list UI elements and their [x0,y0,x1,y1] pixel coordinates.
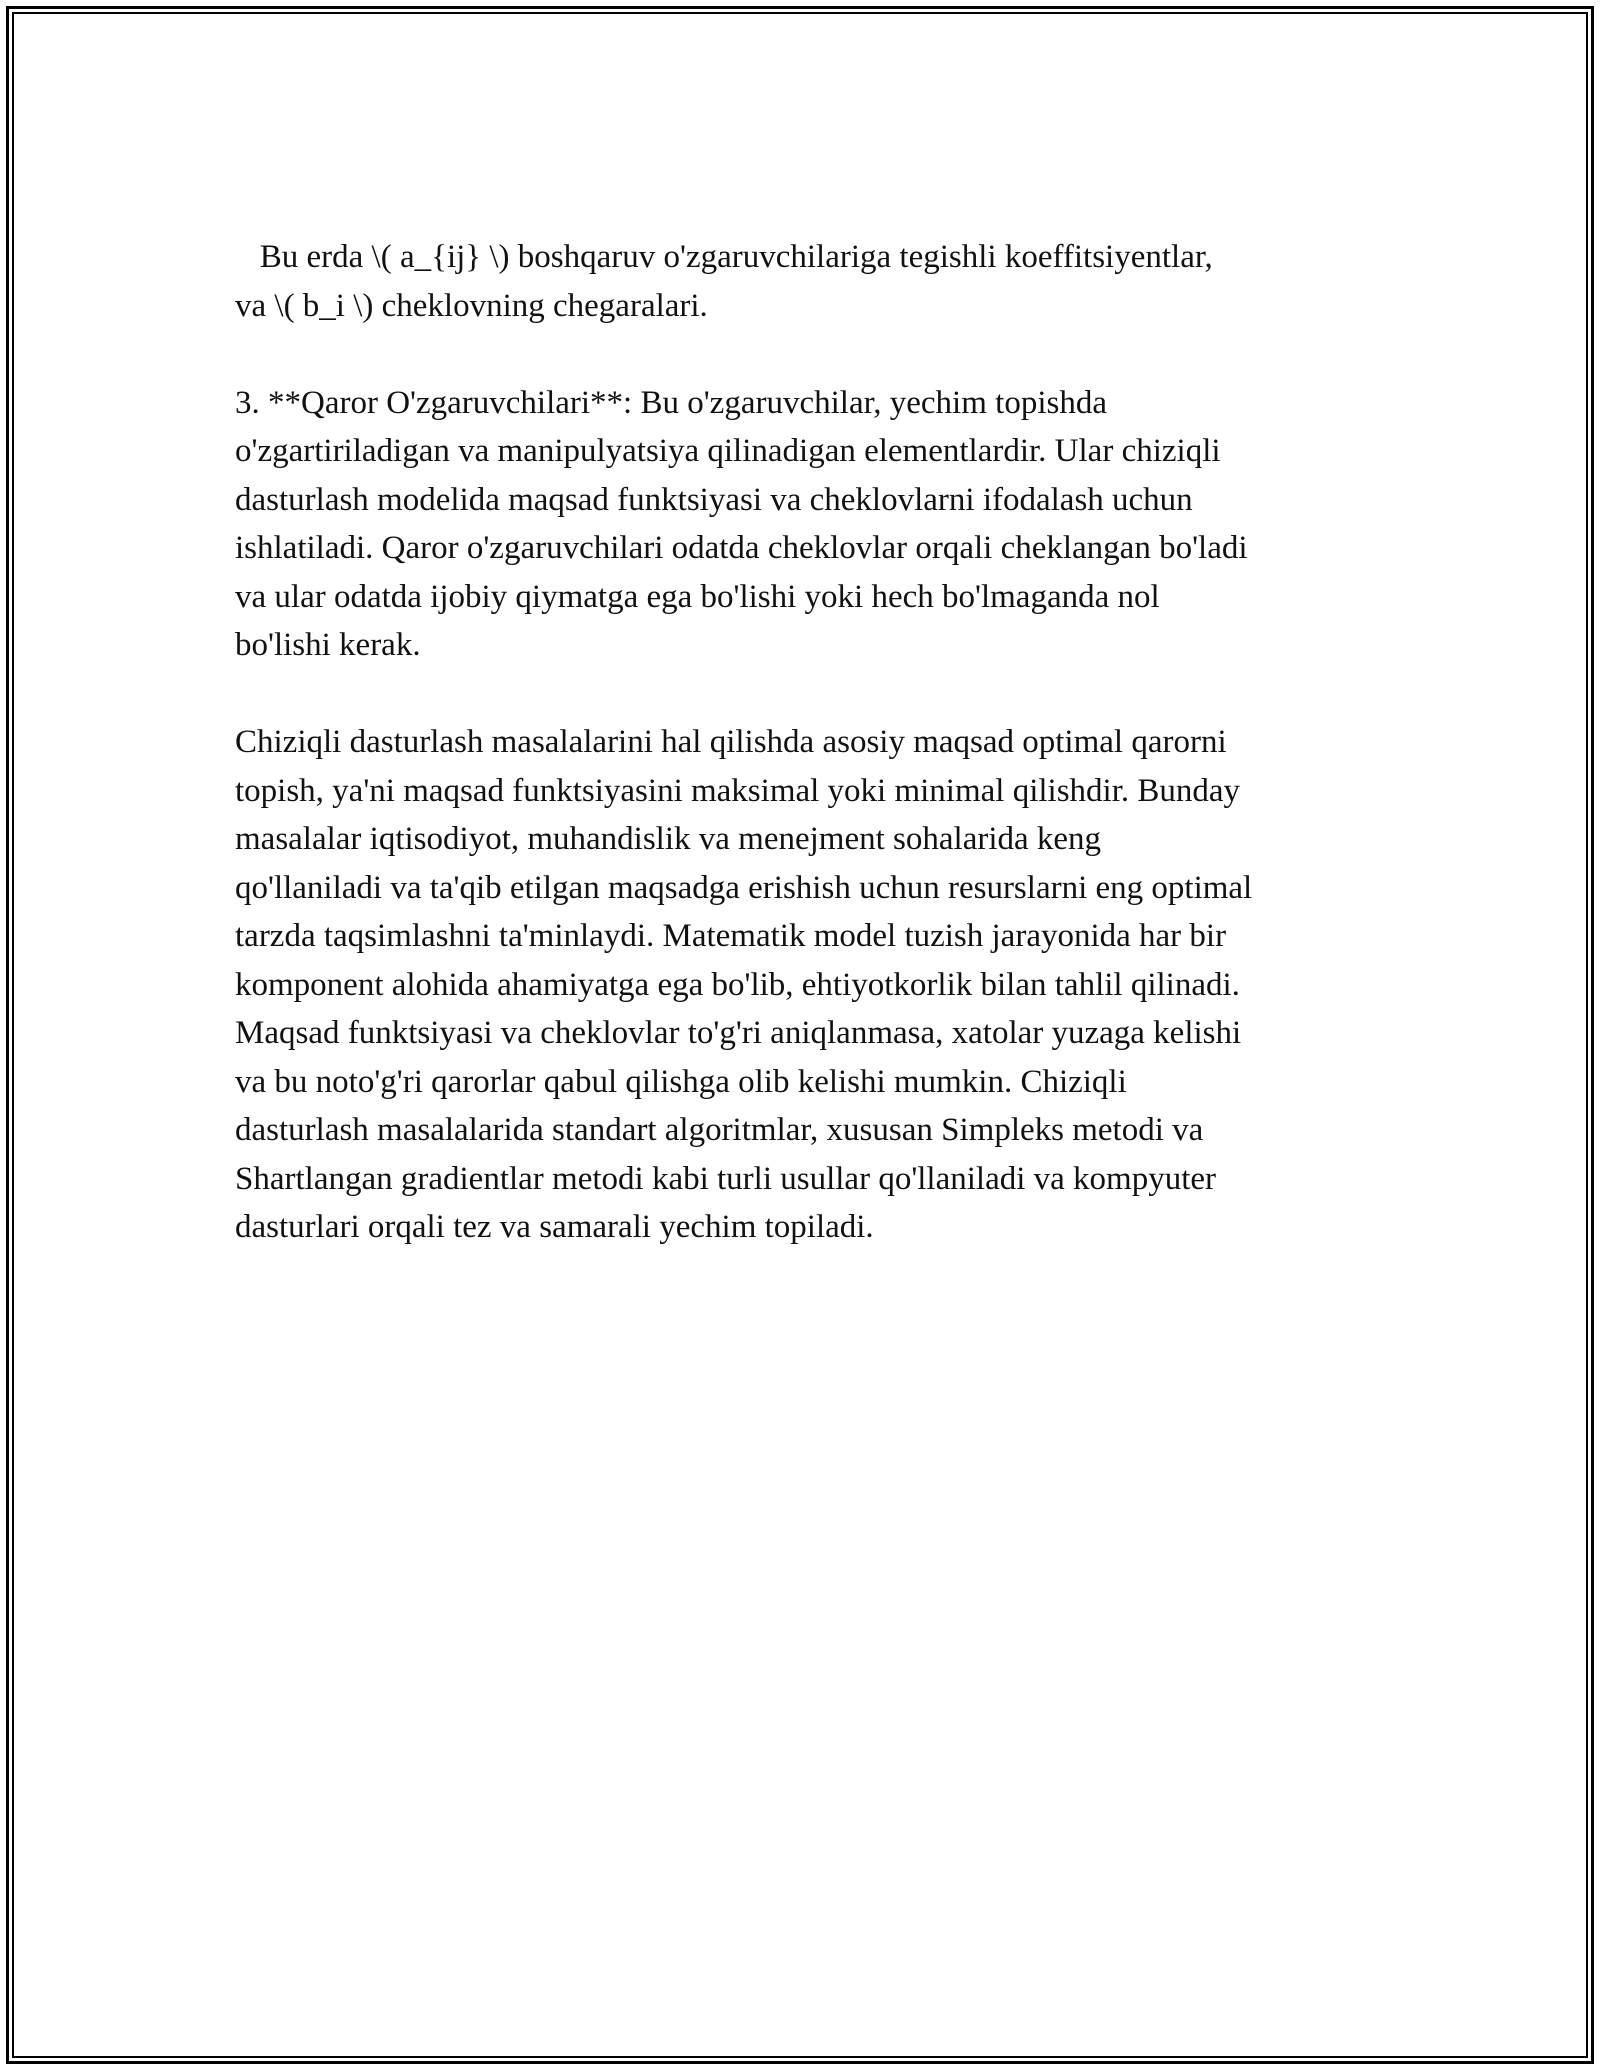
text-line: dasturlash masalalarida standart algoritmlar, xususan Simpleks metodi va [235,1112,1204,1148]
text-line: o'zgartiriladigan va manipulyatsiya qilinadigan elementlardir. Ular chiziqli [235,433,1221,469]
text-line: bo'lishi kerak. [235,627,421,663]
paragraph-summary [235,718,1375,1252]
text-line: va bu noto'g'ri qarorlar qabul qilishga olib kelishi mumkin. Chiziqli [235,1063,1127,1100]
document-body [235,233,1375,1252]
text-line: 3. **Qaror O'zgaruvchilari**: Bu o'zgaruvchilar, yechim topishda [235,384,1107,421]
text-line: dasturlari orqali tez va samarali yechim topiladi. [235,1209,874,1245]
text-line: ishlatiladi. Qaror o'zgaruvchilari odatda cheklovlar orqali cheklangan bo'ladi [235,530,1248,566]
text-line: va \( b_i \) cheklovning chegaralari. [235,287,708,324]
paragraph-decision-variables [235,379,1375,670]
text-line: masalalar iqtisodiyot, muhandislik va menejment sohalarida keng [235,821,1102,857]
text-line: Bu erda \( a_{ij} \) boshqaruv o'zgaruvchilariga tegishli koeffitsiyentlar, [235,239,1213,275]
text-line: Chiziqli dasturlash masalalarini hal qilishda asosiy maqsad optimal qarorni [235,724,1227,760]
text-line: komponent alohida ahamiyatga ega bo'lib, ehtiyotkorlik bilan tahlil qilinadi. [235,966,1240,1003]
text-line: tarzda taqsimlashni ta'minlaydi. Matematik model tuzish jarayonida har bir [235,918,1227,954]
paragraph-gap [235,330,1375,379]
paragraph-gap [235,670,1375,719]
text-line: Maqsad funktsiyasi va cheklovlar to'g'ri aniqlanmasa, xatolar yuzaga kelishi [235,1015,1242,1051]
paragraph-coefficients-note [235,233,1375,330]
text-line: qo'llaniladi va ta'qib etilgan maqsadga erishish uchun resurslarni eng optimal [235,869,1253,906]
text-line: dasturlash modelida maqsad funktsiyasi va cheklovlarni ifodalash uchun [235,481,1193,518]
text-line: topish, ya'ni maqsad funktsiyasini maksimal yoki minimal qilishdir. Bunday [235,772,1241,809]
text-line: va ular odatda ijobiy qiymatga ega bo'lishi yoki hech bo'lmaganda nol [235,578,1160,615]
text-line: Shartlangan gradientlar metodi kabi turli usullar qo'llaniladi va kompyuter [235,1160,1217,1197]
